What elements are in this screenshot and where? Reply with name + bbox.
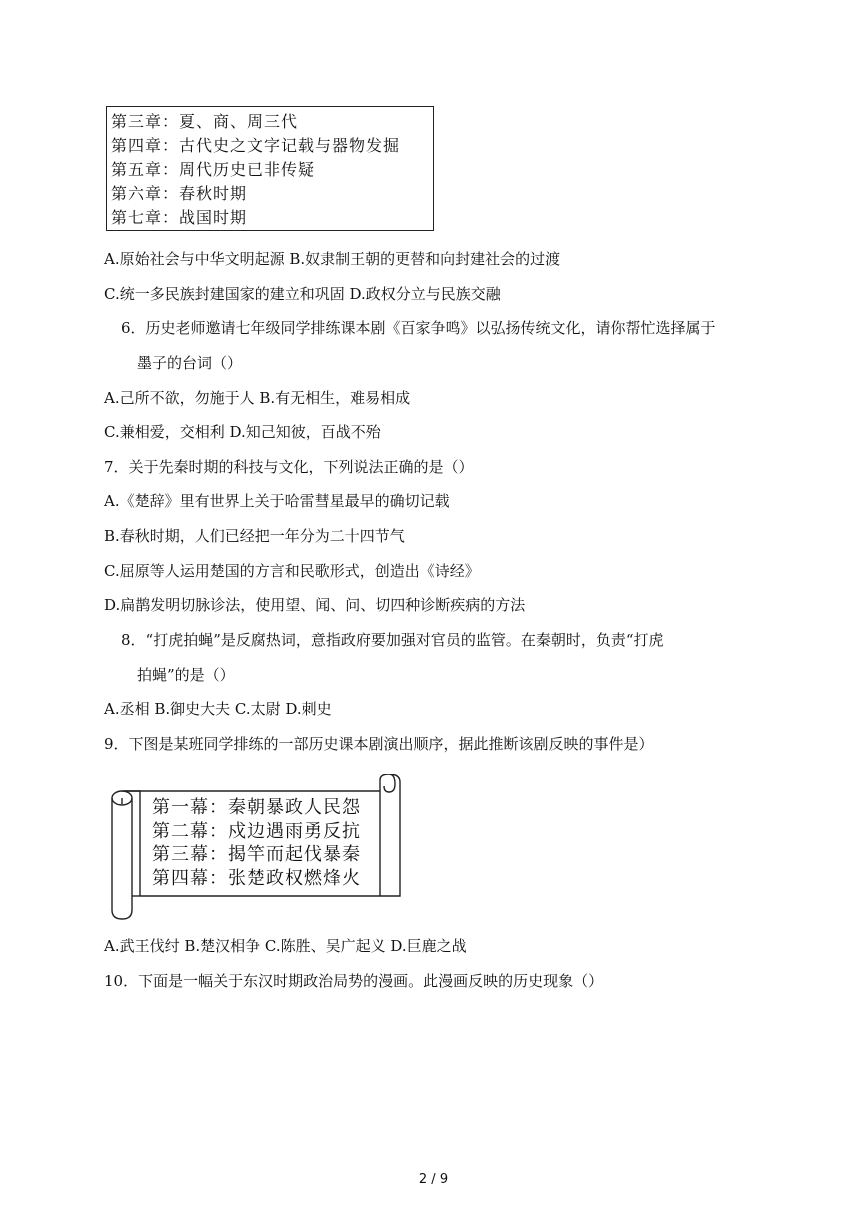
q8-options: A.丞相 B.御史大夫 C.太尉 D.刺史 [104,700,332,718]
scroll-acts [152,796,361,890]
q5-options-line2: C.统一多民族封建国家的建立和巩固 D.政权分立与民族交融 [104,285,501,303]
q7-stem: 7．关于先秦时期的科技与文化，下列说法正确的是（） [104,458,474,476]
q5-options-line1: A.原始社会与中华文明起源 B.奴隶制王朝的更替和向封建社会的过渡 [104,250,561,268]
act-1: 第一幕：秦朝暴政人民怨 [152,797,361,818]
q6-options-line2: C.兼相爱，交相利 D.知己知彼，百战不殆 [104,423,381,441]
q7-option-b: B.春秋时期，人们已经把一年分为二十四节气 [104,527,405,545]
chapter-item-4: 第四章：古代史之文字记载与器物发掘 [111,136,401,155]
chapter-list-box [106,106,434,231]
q7-option-c: C.屈原等人运用楚国的方言和民歌形式，创造出《诗经》 [104,562,480,580]
q7-option-a: A.《楚辞》里有世界上关于哈雷彗星最早的确切记载 [104,492,450,510]
q9-options: A.武王伐纣 B.楚汉相争 C.陈胜、吴广起义 D.巨鹿之战 [104,937,467,955]
q6-stem-line1: 6．历史老师邀请七年级同学排练课本剧《百家争鸣》以弘扬传统文化，请你帮忙选择属于 [121,319,716,337]
act-2: 第二幕：戍边遇雨勇反抗 [152,820,361,842]
chapter-item-7: 第七章：战国时期 [111,208,248,227]
act-4: 第四幕：张楚政权燃烽火 [152,867,361,889]
chapter-item-5: 第五章：周代历史已非传疑 [111,160,316,179]
q6-stem-line2: 墨子的台词（） [137,354,243,372]
q8-stem-line2: 拍蝇”的是（） [137,666,235,684]
chapter-item-3: 第三章：夏、商、周三代 [111,112,299,131]
q7-option-d: D.扁鹊发明切脉诊法，使用望、闻、问、切四种诊断疾病的方法 [104,596,526,614]
q9-stem: 9．下图是某班同学排练的一部历史课本剧演出顺序，据此推断该剧反映的事件是） [104,735,654,753]
q8-stem-line1: 8．“打虎拍蝇”是反腐热词，意指政府要加强对官员的监管。在秦朝时，负责“打虎 [121,631,664,649]
q9-scroll-figure [108,774,410,920]
q6-options-line1: A.己所不欲，勿施于人 B.有无相生，难易相成 [104,389,411,407]
chapter-item-6: 第六章：春秋时期 [111,184,248,203]
act-3: 第三幕：揭竿而起伐暴秦 [152,844,361,865]
q10-stem: 10．下面是一幅关于东汉时期政治局势的漫画。此漫画反映的历史现象（） [104,972,604,990]
page-number: 2 / 9 [418,1172,449,1187]
